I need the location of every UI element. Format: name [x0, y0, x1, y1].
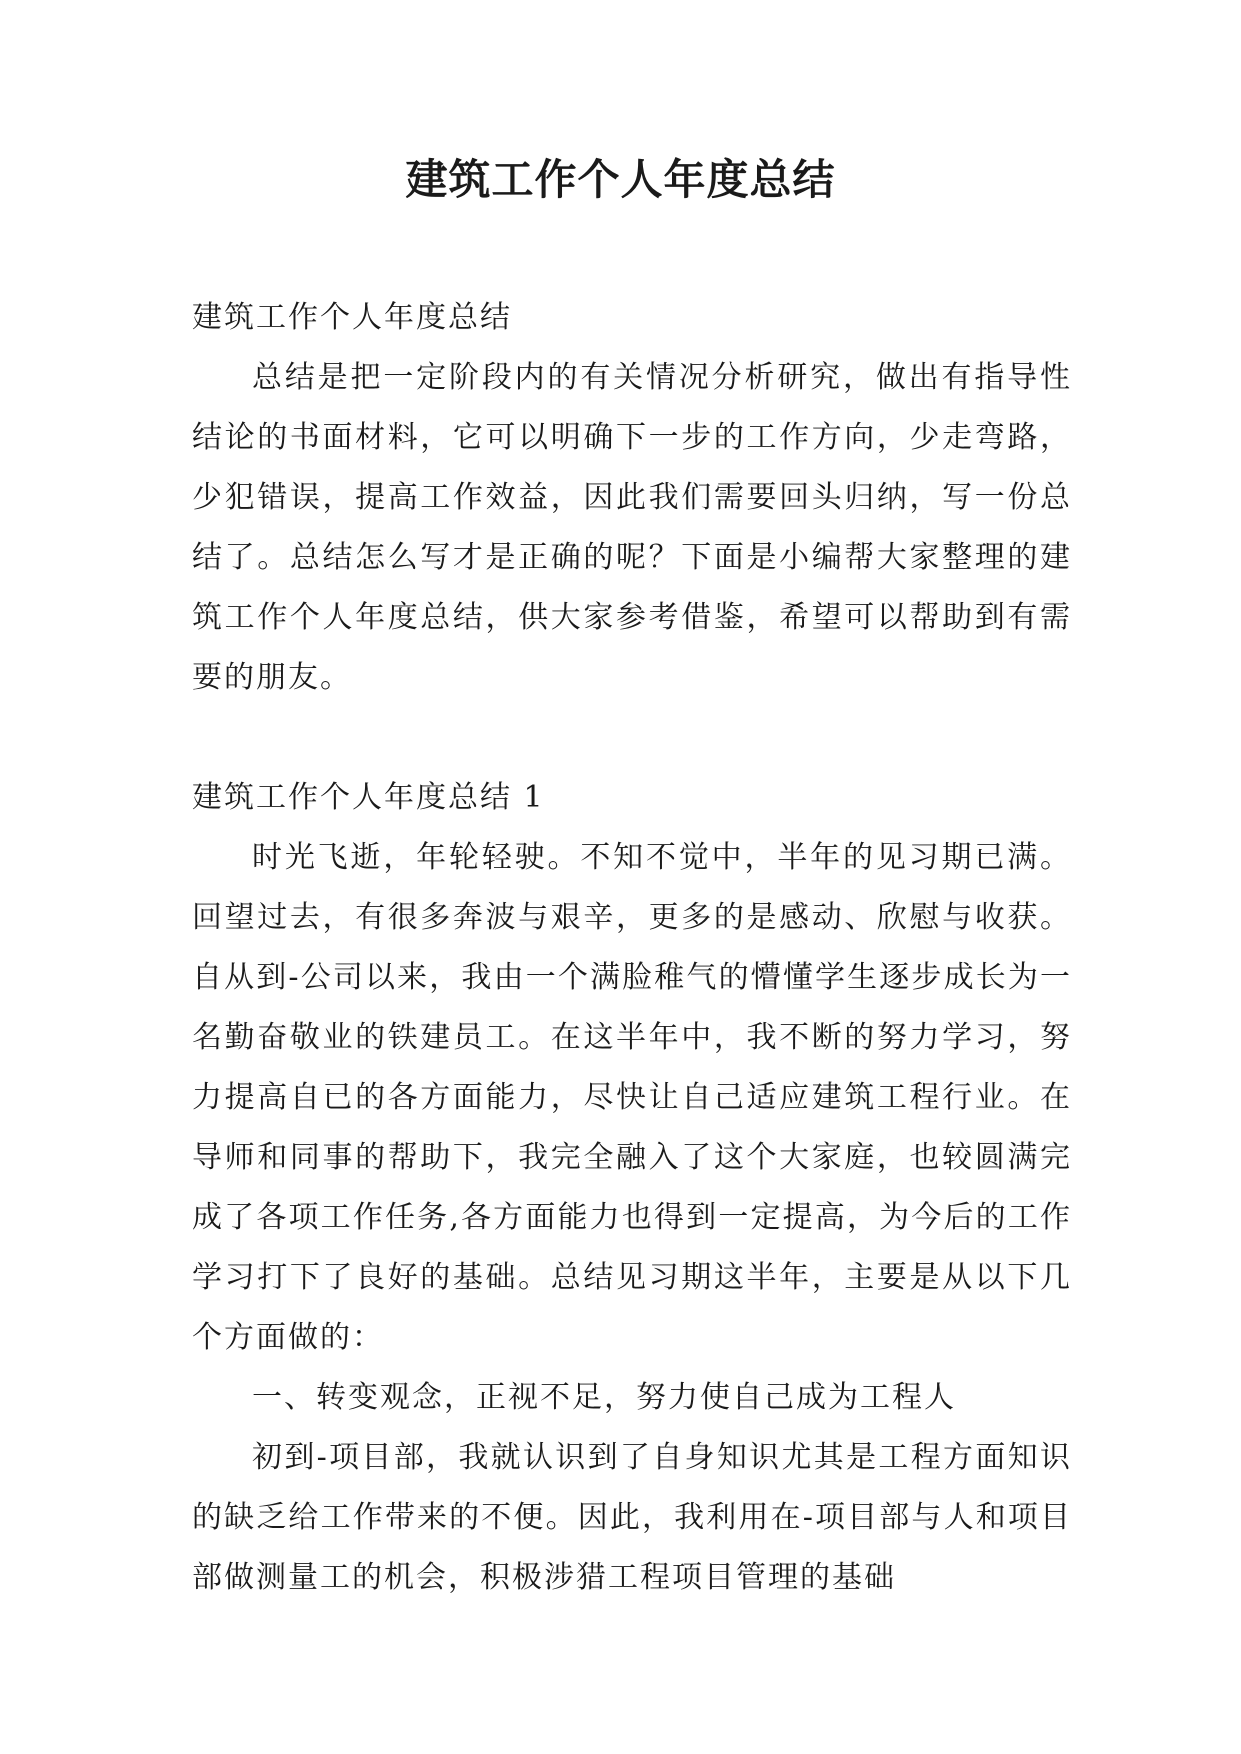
intro-paragraph: 总结是把一定阶段内的有关情况分析研究，做出有指导性结论的书面材料，它可以明确下一步的工作方向，少走弯路，少犯错误，提高工作效益，因此我们需要回头归纳，写一份总结了。总结怎么写才是正确的呢？下面是小编帮大家整理的建筑工作个人年度总结，供大家参考借鉴，希望可以帮助到有需要的朋友。 — [192, 360, 1072, 695]
intro-heading: 建筑工作个人年度总结 — [192, 300, 512, 335]
document-body — [192, 288, 1072, 1608]
document-title: 建筑工作个人年度总结 — [405, 155, 836, 204]
section1-subheading: 一、转变观念，正视不足，努力使自己成为工程人 — [252, 1380, 956, 1415]
section1-paragraph-2: 初到-项目部，我就认识到了自身知识尤其是工程方面知识的缺乏给工作带来的不便。因此，我利用在-项目部与人和项目部做测量工的机会，积极涉猎工程项目管理的基础 — [192, 1440, 1072, 1595]
section1-paragraph-1: 时光飞逝，年轮轻驶。不知不觉中，半年的见习期已满。回望过去，有很多奔波与艰辛，更多的是感动、欣慰与收获。自从到-公司以来，我由一个满脸稚气的懵懂学生逐步成长为一名勤奋敬业的铁建员工。在这半年中，我不断的努力学习，努力提高自已的各方面能力，尽快让自己适应建筑工程行业。在导师和同事的帮助下，我完全融入了这个大家庭，也较圆满完成了各项工作任务,各方面能力也得到一定提高，为今后的工作学习打下了良好的基础。总结见习期这半年，主要是从以下几个方面做的： — [192, 840, 1072, 1355]
section-spacer — [192, 708, 1072, 768]
section1-heading: 建筑工作个人年度总结 1 — [192, 780, 545, 815]
